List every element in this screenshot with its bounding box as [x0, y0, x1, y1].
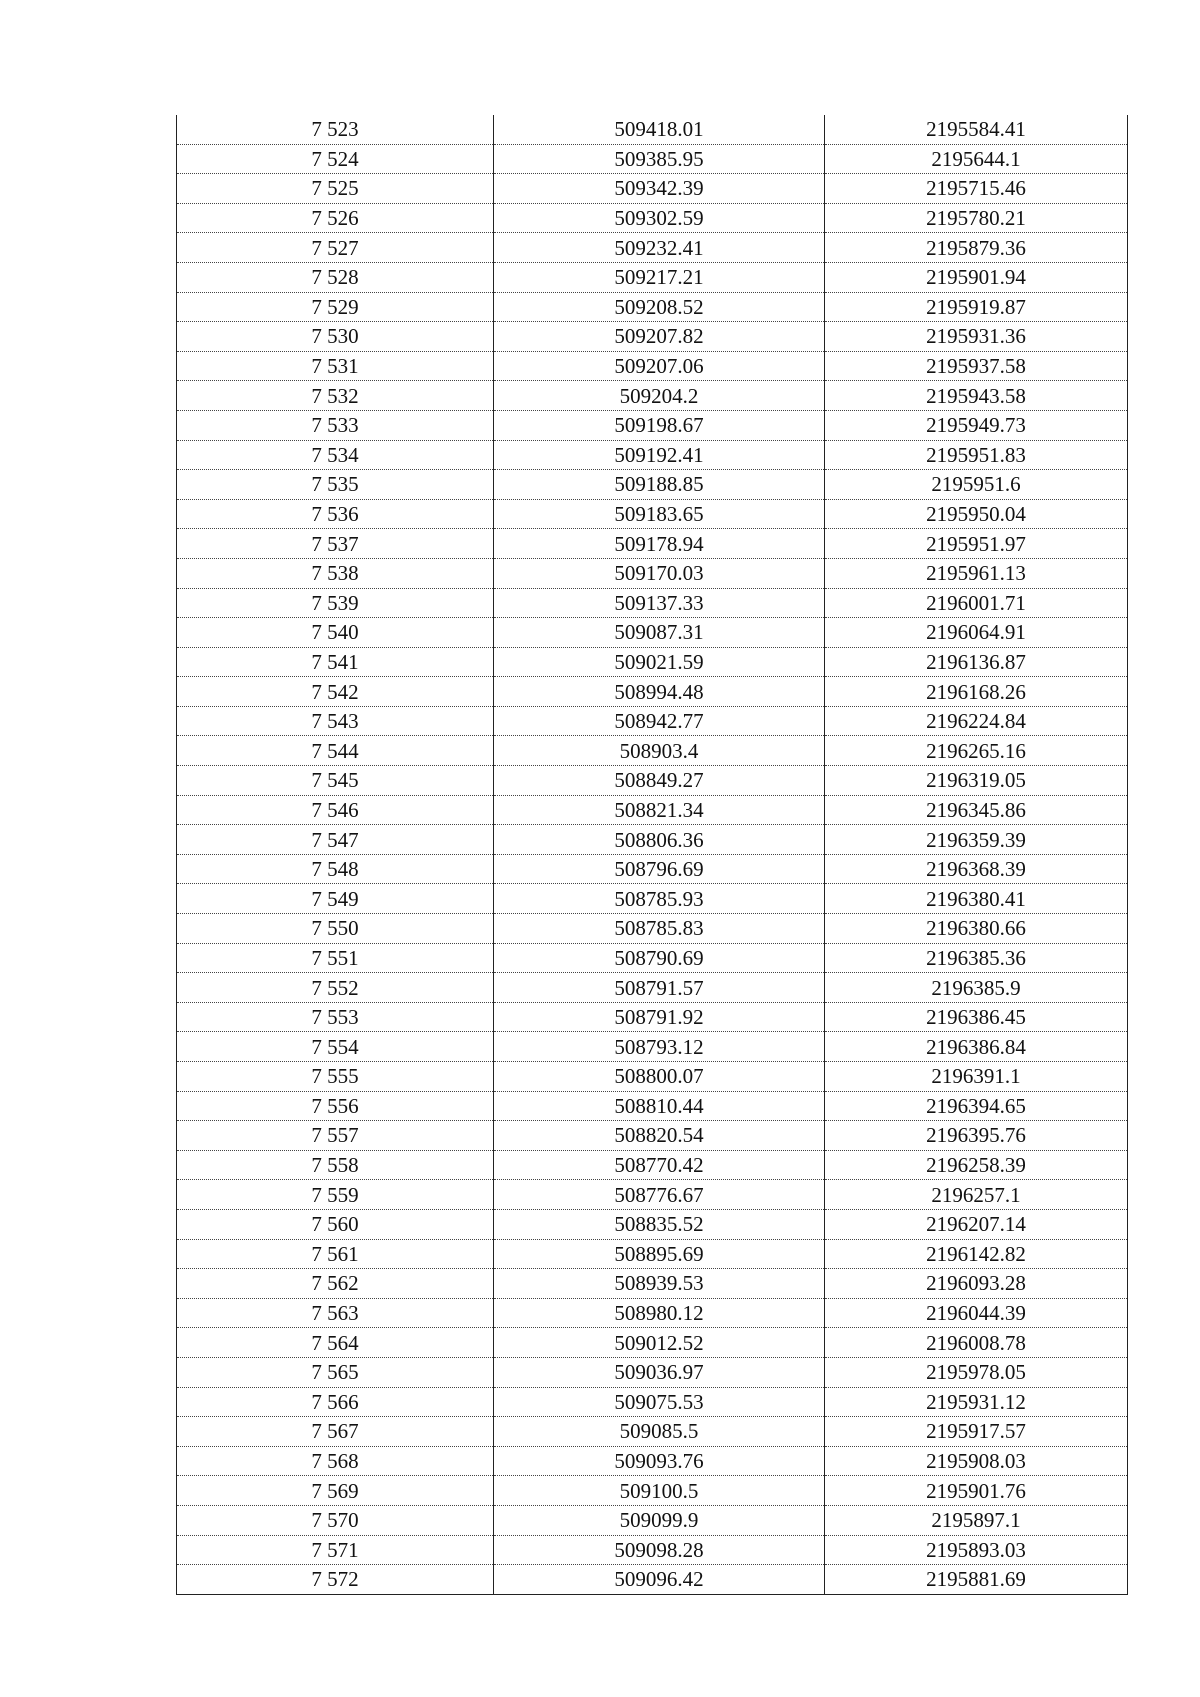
point-number-cell: 7 551 — [177, 943, 494, 973]
x-coordinate-cell: 509207.06 — [494, 351, 825, 381]
point-number-cell: 7 563 — [177, 1298, 494, 1328]
table-row — [177, 1150, 1128, 1180]
point-number-cell: 7 554 — [177, 1032, 494, 1062]
x-coordinate-cell: 509342.39 — [494, 174, 825, 204]
point-number-cell: 7 543 — [177, 706, 494, 736]
y-coordinate-cell: 2196093.28 — [825, 1269, 1128, 1299]
point-number-cell: 7 564 — [177, 1328, 494, 1358]
table-row — [177, 351, 1128, 381]
table-row — [177, 470, 1128, 500]
x-coordinate-cell: 509075.53 — [494, 1387, 825, 1417]
point-number-cell: 7 524 — [177, 144, 494, 174]
y-coordinate-cell: 2195951.6 — [825, 470, 1128, 500]
x-coordinate-cell: 508849.27 — [494, 766, 825, 796]
table-row — [177, 766, 1128, 796]
point-number-cell: 7 562 — [177, 1269, 494, 1299]
x-coordinate-cell: 508942.77 — [494, 706, 825, 736]
table-row — [177, 410, 1128, 440]
table-row — [177, 825, 1128, 855]
point-number-cell: 7 545 — [177, 766, 494, 796]
point-number-cell: 7 555 — [177, 1062, 494, 1092]
y-coordinate-cell: 2195943.58 — [825, 381, 1128, 411]
y-coordinate-cell: 2195978.05 — [825, 1357, 1128, 1387]
x-coordinate-cell: 508806.36 — [494, 825, 825, 855]
table-row — [177, 381, 1128, 411]
point-number-cell: 7 526 — [177, 203, 494, 233]
y-coordinate-cell: 2195893.03 — [825, 1535, 1128, 1565]
y-coordinate-cell: 2195644.1 — [825, 144, 1128, 174]
x-coordinate-cell: 509093.76 — [494, 1446, 825, 1476]
x-coordinate-cell: 509085.5 — [494, 1417, 825, 1447]
point-number-cell: 7 550 — [177, 914, 494, 944]
x-coordinate-cell: 509098.28 — [494, 1535, 825, 1565]
point-number-cell: 7 556 — [177, 1091, 494, 1121]
y-coordinate-cell: 2195715.46 — [825, 174, 1128, 204]
table-row — [177, 1002, 1128, 1032]
x-coordinate-cell: 509012.52 — [494, 1328, 825, 1358]
point-number-cell: 7 569 — [177, 1476, 494, 1506]
y-coordinate-cell: 2195949.73 — [825, 410, 1128, 440]
x-coordinate-cell: 509302.59 — [494, 203, 825, 233]
x-coordinate-cell: 509170.03 — [494, 558, 825, 588]
y-coordinate-cell: 2196168.26 — [825, 677, 1128, 707]
table-row — [177, 1417, 1128, 1447]
table-row — [177, 973, 1128, 1003]
table-row — [177, 1062, 1128, 1092]
x-coordinate-cell: 508776.67 — [494, 1180, 825, 1210]
table-row — [177, 1239, 1128, 1269]
x-coordinate-cell: 508785.83 — [494, 914, 825, 944]
point-number-cell: 7 560 — [177, 1209, 494, 1239]
point-number-cell: 7 534 — [177, 440, 494, 470]
x-coordinate-cell: 509099.9 — [494, 1505, 825, 1535]
y-coordinate-cell: 2195897.1 — [825, 1505, 1128, 1535]
y-coordinate-cell: 2196136.87 — [825, 647, 1128, 677]
y-coordinate-cell: 2196380.66 — [825, 914, 1128, 944]
x-coordinate-cell: 508790.69 — [494, 943, 825, 973]
x-coordinate-cell: 508895.69 — [494, 1239, 825, 1269]
point-number-cell: 7 538 — [177, 558, 494, 588]
x-coordinate-cell: 509100.5 — [494, 1476, 825, 1506]
point-number-cell: 7 566 — [177, 1387, 494, 1417]
x-coordinate-cell: 508939.53 — [494, 1269, 825, 1299]
y-coordinate-cell: 2195961.13 — [825, 558, 1128, 588]
y-coordinate-cell: 2195950.04 — [825, 499, 1128, 529]
y-coordinate-cell: 2196386.45 — [825, 1002, 1128, 1032]
point-number-cell: 7 561 — [177, 1239, 494, 1269]
point-number-cell: 7 539 — [177, 588, 494, 618]
y-coordinate-cell: 2196386.84 — [825, 1032, 1128, 1062]
x-coordinate-cell: 509418.01 — [494, 115, 825, 144]
table-row — [177, 499, 1128, 529]
x-coordinate-cell: 509188.85 — [494, 470, 825, 500]
x-coordinate-cell: 508994.48 — [494, 677, 825, 707]
y-coordinate-cell: 2195931.12 — [825, 1387, 1128, 1417]
y-coordinate-cell: 2196359.39 — [825, 825, 1128, 855]
x-coordinate-cell: 509207.82 — [494, 322, 825, 352]
point-number-cell: 7 544 — [177, 736, 494, 766]
table-row — [177, 795, 1128, 825]
y-coordinate-cell: 2196391.1 — [825, 1062, 1128, 1092]
table-row — [177, 233, 1128, 263]
table-row — [177, 736, 1128, 766]
table-row — [177, 174, 1128, 204]
y-coordinate-cell: 2196385.36 — [825, 943, 1128, 973]
point-number-cell: 7 549 — [177, 884, 494, 914]
x-coordinate-cell: 509385.95 — [494, 144, 825, 174]
point-number-cell: 7 572 — [177, 1565, 494, 1595]
y-coordinate-cell: 2195780.21 — [825, 203, 1128, 233]
point-number-cell: 7 537 — [177, 529, 494, 559]
point-number-cell: 7 542 — [177, 677, 494, 707]
x-coordinate-cell: 509178.94 — [494, 529, 825, 559]
x-coordinate-cell: 509198.67 — [494, 410, 825, 440]
y-coordinate-cell: 2196265.16 — [825, 736, 1128, 766]
point-number-cell: 7 565 — [177, 1357, 494, 1387]
x-coordinate-cell: 508796.69 — [494, 854, 825, 884]
x-coordinate-cell: 509183.65 — [494, 499, 825, 529]
table-row — [177, 529, 1128, 559]
table-row — [177, 1535, 1128, 1565]
y-coordinate-cell: 2196395.76 — [825, 1121, 1128, 1151]
table-row — [177, 558, 1128, 588]
table-row — [177, 322, 1128, 352]
y-coordinate-cell: 2196394.65 — [825, 1091, 1128, 1121]
x-coordinate-cell: 509137.33 — [494, 588, 825, 618]
point-number-cell: 7 553 — [177, 1002, 494, 1032]
coordinate-table-body — [177, 115, 1128, 1594]
x-coordinate-cell: 509096.42 — [494, 1565, 825, 1595]
table-row — [177, 647, 1128, 677]
table-row — [177, 618, 1128, 648]
table-row — [177, 706, 1128, 736]
y-coordinate-cell: 2196385.9 — [825, 973, 1128, 1003]
table-row — [177, 1357, 1128, 1387]
table-row — [177, 115, 1128, 144]
x-coordinate-cell: 509208.52 — [494, 292, 825, 322]
point-number-cell: 7 552 — [177, 973, 494, 1003]
table-row — [177, 1180, 1128, 1210]
point-number-cell: 7 531 — [177, 351, 494, 381]
x-coordinate-cell: 509036.97 — [494, 1357, 825, 1387]
y-coordinate-cell: 2196064.91 — [825, 618, 1128, 648]
point-number-cell: 7 533 — [177, 410, 494, 440]
table-row — [177, 1387, 1128, 1417]
table-row — [177, 1209, 1128, 1239]
point-number-cell: 7 568 — [177, 1446, 494, 1476]
table-row — [177, 914, 1128, 944]
table-row — [177, 1298, 1128, 1328]
y-coordinate-cell: 2196345.86 — [825, 795, 1128, 825]
x-coordinate-cell: 509204.2 — [494, 381, 825, 411]
table-row — [177, 588, 1128, 618]
point-number-cell: 7 527 — [177, 233, 494, 263]
y-coordinate-cell: 2195917.57 — [825, 1417, 1128, 1447]
point-number-cell: 7 547 — [177, 825, 494, 855]
x-coordinate-cell: 508800.07 — [494, 1062, 825, 1092]
x-coordinate-cell: 508791.92 — [494, 1002, 825, 1032]
y-coordinate-cell: 2195908.03 — [825, 1446, 1128, 1476]
point-number-cell: 7 530 — [177, 322, 494, 352]
table-row — [177, 262, 1128, 292]
coordinate-table — [176, 115, 1128, 1595]
y-coordinate-cell: 2195901.94 — [825, 262, 1128, 292]
point-number-cell: 7 570 — [177, 1505, 494, 1535]
y-coordinate-cell: 2196207.14 — [825, 1209, 1128, 1239]
table-row — [177, 1091, 1128, 1121]
table-row — [177, 144, 1128, 174]
x-coordinate-cell: 508810.44 — [494, 1091, 825, 1121]
table-row — [177, 1328, 1128, 1358]
point-number-cell: 7 548 — [177, 854, 494, 884]
point-number-cell: 7 525 — [177, 174, 494, 204]
point-number-cell: 7 532 — [177, 381, 494, 411]
point-number-cell: 7 523 — [177, 115, 494, 144]
y-coordinate-cell: 2195951.83 — [825, 440, 1128, 470]
table-row — [177, 1565, 1128, 1595]
table-row — [177, 1446, 1128, 1476]
y-coordinate-cell: 2195879.36 — [825, 233, 1128, 263]
table-row — [177, 1032, 1128, 1062]
point-number-cell: 7 541 — [177, 647, 494, 677]
point-number-cell: 7 535 — [177, 470, 494, 500]
y-coordinate-cell: 2196368.39 — [825, 854, 1128, 884]
table-row — [177, 1269, 1128, 1299]
x-coordinate-cell: 508785.93 — [494, 884, 825, 914]
point-number-cell: 7 528 — [177, 262, 494, 292]
table-row — [177, 203, 1128, 233]
y-coordinate-cell: 2195584.41 — [825, 115, 1128, 144]
x-coordinate-cell: 508903.4 — [494, 736, 825, 766]
point-number-cell: 7 557 — [177, 1121, 494, 1151]
point-number-cell: 7 546 — [177, 795, 494, 825]
table-row — [177, 1505, 1128, 1535]
y-coordinate-cell: 2196008.78 — [825, 1328, 1128, 1358]
x-coordinate-cell: 508835.52 — [494, 1209, 825, 1239]
point-number-cell: 7 559 — [177, 1180, 494, 1210]
x-coordinate-cell: 509232.41 — [494, 233, 825, 263]
y-coordinate-cell: 2196258.39 — [825, 1150, 1128, 1180]
x-coordinate-cell: 509021.59 — [494, 647, 825, 677]
y-coordinate-cell: 2196142.82 — [825, 1239, 1128, 1269]
point-number-cell: 7 571 — [177, 1535, 494, 1565]
point-number-cell: 7 558 — [177, 1150, 494, 1180]
y-coordinate-cell: 2196257.1 — [825, 1180, 1128, 1210]
table-row — [177, 440, 1128, 470]
y-coordinate-cell: 2195881.69 — [825, 1565, 1128, 1595]
table-row — [177, 292, 1128, 322]
x-coordinate-cell: 508821.34 — [494, 795, 825, 825]
table-row — [177, 1476, 1128, 1506]
y-coordinate-cell: 2196319.05 — [825, 766, 1128, 796]
x-coordinate-cell: 509217.21 — [494, 262, 825, 292]
x-coordinate-cell: 508820.54 — [494, 1121, 825, 1151]
x-coordinate-cell: 509192.41 — [494, 440, 825, 470]
x-coordinate-cell: 509087.31 — [494, 618, 825, 648]
y-coordinate-cell: 2196380.41 — [825, 884, 1128, 914]
y-coordinate-cell: 2196001.71 — [825, 588, 1128, 618]
x-coordinate-cell: 508791.57 — [494, 973, 825, 1003]
y-coordinate-cell: 2196044.39 — [825, 1298, 1128, 1328]
x-coordinate-cell: 508770.42 — [494, 1150, 825, 1180]
y-coordinate-cell: 2195931.36 — [825, 322, 1128, 352]
y-coordinate-cell: 2196224.84 — [825, 706, 1128, 736]
y-coordinate-cell: 2195937.58 — [825, 351, 1128, 381]
y-coordinate-cell: 2195951.97 — [825, 529, 1128, 559]
point-number-cell: 7 536 — [177, 499, 494, 529]
x-coordinate-cell: 508980.12 — [494, 1298, 825, 1328]
x-coordinate-cell: 508793.12 — [494, 1032, 825, 1062]
y-coordinate-cell: 2195919.87 — [825, 292, 1128, 322]
point-number-cell: 7 529 — [177, 292, 494, 322]
table-row — [177, 943, 1128, 973]
table-row — [177, 884, 1128, 914]
table-row — [177, 1121, 1128, 1151]
table-row — [177, 854, 1128, 884]
point-number-cell: 7 567 — [177, 1417, 494, 1447]
table-row — [177, 677, 1128, 707]
y-coordinate-cell: 2195901.76 — [825, 1476, 1128, 1506]
point-number-cell: 7 540 — [177, 618, 494, 648]
